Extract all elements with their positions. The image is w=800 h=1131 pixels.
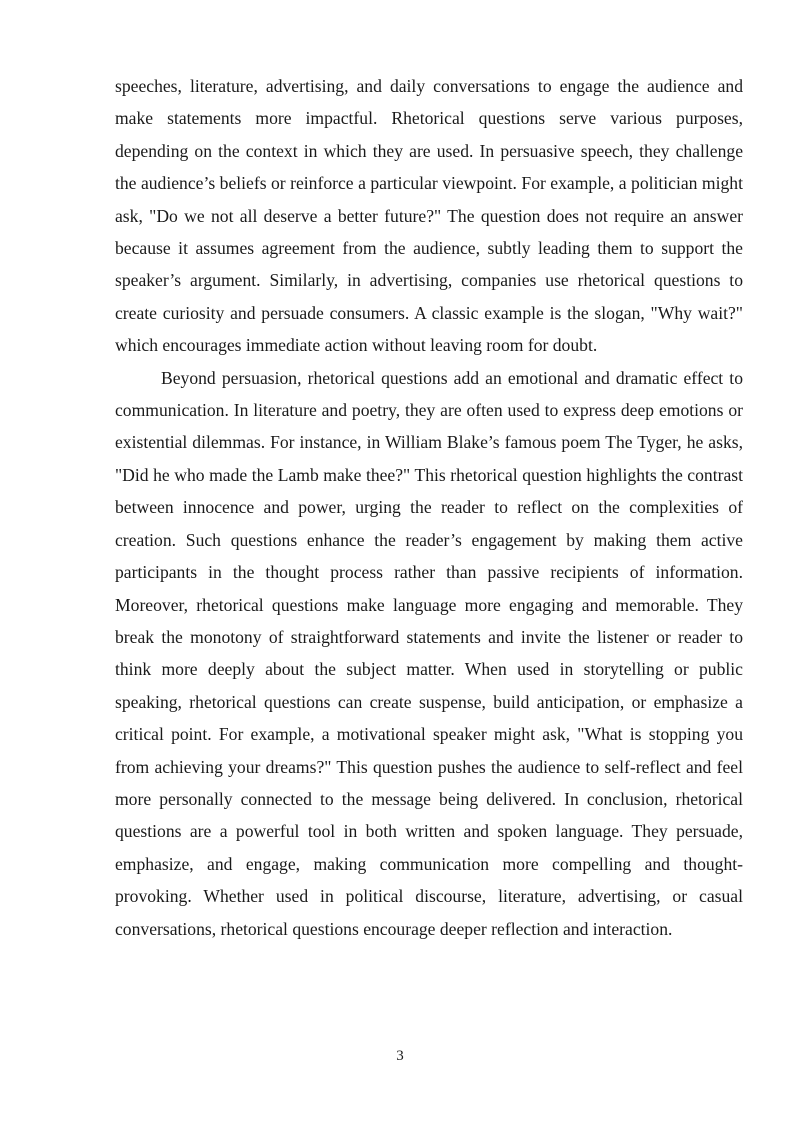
paragraph-beyond-persuasion: Beyond persuasion, rhetorical questions add an emotional and dramatic effect to communication. In literature and poetry, they are often used to express deep emotions or existential dilemmas. For instance, in William Blake’s famous poem The Tyger, he asks, "Did he who made the Lamb make thee?" This rhetorical question highlights the contrast between innocence and power, urging the reader to reflect on the complexities of creation. Such questions enhance the reader’s engagement by making them active participants in the thought process rather than passive recipients of information. Moreover, rhetorical questions make language more engaging and memorable. They break the monotony of straightforward statements and invite the listener or reader to think more deeply about the subject matter. When used in storytelling or public speaking, rhetorical questions can create suspense, build anticipation, or emphasize a critical point. For example, a motivational speaker might ask, "What is stopping you from achieving your dreams?" This question pushes the audience to self-reflect and feel more personally connected to the message being delivered. In conclusion, rhetorical questions are a powerful tool in both written and spoken language. They persuade, emphasize, and engage, making communication more compelling and thought-provoking. Whether used in political discourse, literature, advertising, or casual conversations, rhetorical questions encourage deeper reflection and interaction.	[115, 367, 743, 939]
page-number: 3	[396, 1048, 404, 1064]
paragraph-continuation: speeches, literature, advertising, and daily conversations to engage the audience and make statements more impactful. Rhetorical questions serve various purposes, depending on the context in which they are used. In persuasive speech, they challenge the audience’s beliefs or reinforce a particular viewpoint. For example, a politician might ask, "Do we not all deserve a better future?" The question does not require an answer because it assumes agreement from the audience, subtly leading them to support the speaker’s argument. Similarly, in advertising, companies use rhetorical questions to create curiosity and persuade consumers. A classic example is the slogan, "Why wait?" which encourages immediate action without leaving room for doubt.	[115, 76, 743, 356]
body-text	[115, 70, 743, 945]
